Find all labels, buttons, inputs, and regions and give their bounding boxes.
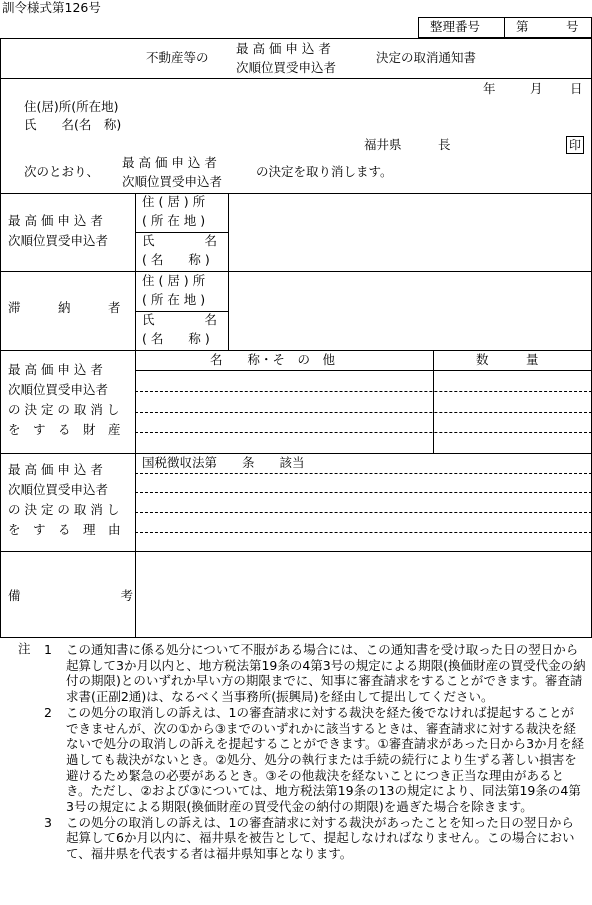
property-label-3: の 決 定 の 取 消 し bbox=[8, 402, 120, 417]
statement-suffix: の決定を取り消します。 bbox=[256, 164, 393, 179]
delinquent-addr-label-1: 住 ( 居 ) 所 bbox=[142, 273, 206, 288]
property-col-qty: 数 量 bbox=[476, 352, 539, 367]
remarks-label: 備 考 bbox=[8, 588, 134, 603]
bidder-addr-label-2: ( 所 在 地 ) bbox=[142, 213, 206, 228]
reference-go: 号 bbox=[566, 19, 579, 34]
note-1-num: 1 bbox=[44, 642, 52, 657]
reason-label-1: 最 高 価 申 込 者 bbox=[8, 462, 103, 477]
statement-line1: 最 高 価 申 込 者 bbox=[122, 155, 217, 170]
note-3-num: 3 bbox=[44, 814, 52, 830]
date-year: 年 bbox=[483, 81, 496, 96]
property-label-1: 最 高 価 申 込 者 bbox=[8, 362, 103, 377]
delinquent-addr-label-2: ( 所 在 地 ) bbox=[142, 292, 206, 307]
date-month: 月 bbox=[530, 81, 543, 96]
bidder-label-1: 最 高 価 申 込 者 bbox=[8, 213, 103, 228]
issuer-head: 長 bbox=[438, 137, 451, 152]
note-2-num: 2 bbox=[44, 704, 52, 720]
notes-head: 注 bbox=[18, 641, 31, 656]
form-id: 訓令様式第126号 bbox=[2, 0, 101, 15]
title-line1: 最 高 価 申 込 者 bbox=[236, 41, 331, 56]
property-label-4: を す る 財 産 bbox=[8, 422, 121, 437]
property-label-2: 次順位買受申込者 bbox=[8, 382, 109, 397]
reference-dai: 第 bbox=[516, 19, 529, 34]
delinquent-name-label-1: 氏 名 bbox=[142, 312, 218, 327]
date-day: 日 bbox=[570, 81, 583, 96]
reason-text: 国税徴収法第 条 該当 bbox=[142, 455, 305, 470]
issuer-pref: 福井県 bbox=[364, 137, 402, 152]
reason-label-2: 次順位買受申込者 bbox=[8, 482, 109, 497]
bidder-addr-label-1: 住 ( 居 ) 所 bbox=[142, 194, 206, 209]
addressee-address-label: 住(居)所(所在地) bbox=[24, 99, 119, 114]
delinquent-name-label-2: ( 名 称 ) bbox=[142, 331, 210, 346]
bidder-label-2: 次順位買受申込者 bbox=[8, 233, 109, 248]
reason-label-3: の 決 定 の 取 消 し bbox=[8, 502, 120, 517]
statement-prefix: 次のとおり、 bbox=[24, 164, 100, 179]
reference-label: 整理番号 bbox=[430, 19, 481, 34]
title-suffix: 決定の取消通知書 bbox=[376, 50, 477, 65]
delinquent-label: 滞 納 者 bbox=[8, 300, 121, 315]
note-3: この処分の取消しの訴えは、1の審査請求に対する裁決があったことを知った日の翌日から起算して6か月以内に、福井県を被告として、提起しなければなりません。この場合において、福井県を代表する者は福井県知事となります。 bbox=[66, 814, 575, 862]
note-2: この処分の取消しの訴えは、1の審査請求に対する裁決を経た後でなければ提起することができませんが、次の①から③までのいずれかに該当するときは、審査請求に対する裁決を経ないで処分の取消しの訴えを提起することができます。①審査請求があった日から3か月を経過しても裁決がないとき。②処分、処分の執行または手続の続行により生ずる著しい損害を避けるため緊急の必要があるとき。③その他裁決を経ないことにつき正当な理由があるとき。ただし、②および③については、地方税法第19条の13の規定により、同法第19条の4第3号の規定による期限(換価財産の買受代金の納付の期限)を過ぎた場合を除きます。 bbox=[66, 704, 585, 815]
title-line2: 次順位買受申込者 bbox=[236, 60, 337, 75]
bidder-name-label-2: ( 名 称 ) bbox=[142, 252, 210, 267]
bidder-name-label-1: 氏 名 bbox=[142, 233, 218, 248]
reason-label-4: を す る 理 由 bbox=[8, 522, 121, 537]
seal-mark: 印 bbox=[566, 136, 584, 154]
statement-line2: 次順位買受申込者 bbox=[122, 174, 223, 189]
title-prefix: 不動産等の bbox=[146, 50, 209, 65]
notes-block bbox=[0, 640, 592, 862]
note-1: この通知書に係る処分について不服がある場合には、この通知書を受け取った日の翌日から起算して3か月以内と、地方税法第19条の4第3号の規定による期限(換価財産の買受代金の納付の期限)とのいずれか早い方の期限までに、知事に審査請求をすることができます。審査請求書(正副2通)は、なるべく当事務所(振興局)を経由して提出してください。 bbox=[66, 642, 586, 705]
property-col-name: 名 称・そ の 他 bbox=[210, 352, 336, 367]
addressee-name-label: 氏 名(名 称) bbox=[24, 117, 122, 132]
